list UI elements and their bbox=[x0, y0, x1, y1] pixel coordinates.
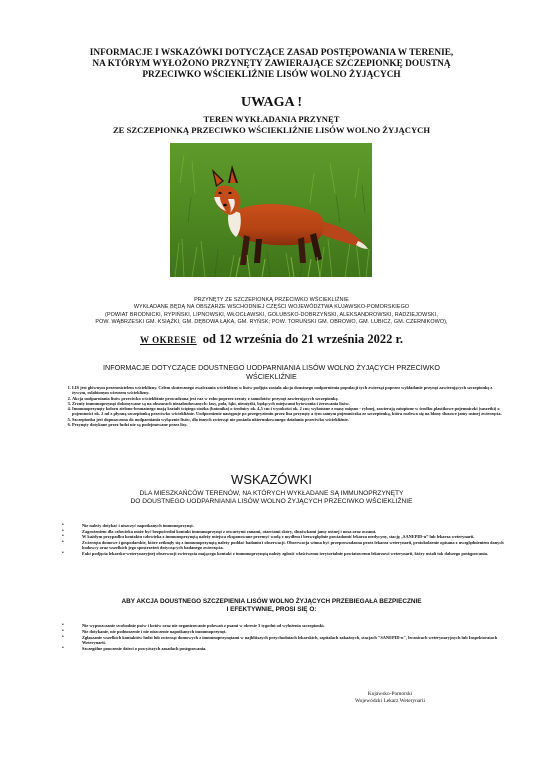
guidance-item: • Zwierzęta domowe i gospodarskie, które zetknęły się z immunoprzynętą należy poddać badaniu i obserwacji. Obserwacja winna być przeprowadzona przez lekarza weterynarii, protokolarnie opisana z uwzględnieniem danych hodowcy oraz wszelkich jego spostrzeżeń dotyczących badanego zwierzęcia. bbox=[82, 540, 512, 550]
info-item: 3. Zrzuty immunoprzynęt dokonywane są na obszarach niezabudowanych: lasy, pola, łąki, nieużytki, będących miejscami bytowania i żerowania lisów. bbox=[72, 401, 502, 406]
request-item: • Zgłaszanie wszelkich kontaktów ludzi lub zwierząt domowych z immunoprzynętami w najbliższych przychodniach lekarskich, szpitalach zakaźnych, stacjach "SANEPID-u", lecznicach weterynaryjnych lub Inspektoratach Weterynarii. bbox=[82, 635, 512, 646]
area-note-line: WYKŁADANE BĘDĄ NA OBSZARZE WSCHODNIEJ CZĘŚCI WOJEWÓDZTWA KUJAWSKO-POMORSKIEGO bbox=[133, 304, 410, 311]
guidance-subheading bbox=[60, 490, 483, 506]
period-prefix: W OKRESIE bbox=[140, 335, 197, 345]
info-item: 1. LIS jest głównym przenosicielem wścieklizny. Celem skutecznego zwalczania wścieklizny u lisów podjęta została akcja doustnego uodpornienia populacji tych zwierząt poprzez wykładanie przynęt zawierających szczepionkę z żywym, osłabionym wirusem wścieklizny. bbox=[72, 385, 502, 396]
bait-area-description bbox=[50, 297, 493, 327]
requests-heading-line: ABY AKCJA DOUSTNEGO SZCZEPIENIA LISÓW WOLNO ŻYJĄCYCH PRZEBIEGAŁA BEZPIECZNIE bbox=[121, 598, 422, 605]
requests-list bbox=[60, 623, 512, 652]
period-dates: od 12 września do 21 września 2022 r. bbox=[202, 332, 403, 346]
info-item: 6. Przynęty dotykane przez ludzi nie są podejmowane przez lisy. bbox=[72, 422, 502, 427]
document-header bbox=[40, 48, 503, 81]
guidance-item: • Nie należy dotykać i niszczyć napotkanych immunoprzynęt. bbox=[82, 523, 512, 528]
requests-heading bbox=[70, 598, 473, 614]
bait-area-heading bbox=[40, 114, 503, 135]
area-note-line: PRZYNĘTY ZE SZCZEPIONKĄ PRZECIWKO WŚCIEKLIŹNIE bbox=[194, 297, 349, 303]
guidance-list bbox=[60, 523, 512, 556]
warning-heading: UWAGA ! bbox=[240, 95, 303, 110]
info-section-title: INFORMACJE DOTYCZĄCE DOUSTNEGO UODPARNIANIA LISÓW WOLNO ŻYJĄCYCH PRZECIWKO WŚCIEKLIŹNIE bbox=[103, 363, 440, 381]
fox-photo bbox=[170, 143, 372, 277]
info-item: 5. Szczepionka jest dopuszczona do uodparniania wyłącznie lisów, dla innych zwierząt nie posiada ukierunkowanego działania przeciwko wściekliźnie. bbox=[72, 417, 502, 422]
guidance-sub-line: DLA MIESZKAŃCÓW TERENÓW, NA KTÓRYCH WYKŁADANE SĄ IMMUNOPRZYNĘTY bbox=[139, 490, 404, 497]
signature-line: Wojewódzki Lekarz Weterynarii bbox=[355, 698, 425, 704]
request-item: • Nie dotykanie, nie podnoszenie i nie niszczenie napotkanych immunoprzynęt. bbox=[82, 629, 512, 634]
header-line: PRZECIWKO WŚCIEKLIŹNIE LISÓW WOLNO ŻYJĄCYCH bbox=[142, 70, 401, 80]
guidance-sub-line: DO DOUSTNEGO UODPARNIANIA LISÓW WOLNO ŻYJĄCYCH PRZECIWKO WŚCIEKLIŹNIE bbox=[130, 498, 413, 506]
bait-area-line: TEREN WYKŁADANIA PRZYNĘT bbox=[203, 114, 340, 124]
guidance-item: • W każdym przypadku kontaktu człowieka z immunoprzynętą należy miejsca eksponowane przemyć wodą z mydłem i bezwzględnie powiadomić lekarza medycyny, stację „SANEPID-u” lub lekarza weterynarii. bbox=[82, 534, 512, 539]
bait-area-line: ZE SZCZEPIONKĄ PRZECIWKO WŚCIEKLIŹNIE LISÓW WOLNO ŻYJĄCYCH bbox=[112, 124, 431, 135]
info-item: 2. Akcja uodparniania lisów przeciwko wściekliźnie prowadzona jest raz w roku poprzez zrzuty z samolotów przynęt zawierających szczepionkę. bbox=[72, 396, 502, 401]
info-item: 4. Immunoprzynęty koloru zielono-brunatnego mają kształt ściętego stożka (batonika) o średnicy ok. 4,5 cm i wysokości ok. 2 cm; wykonane z masy mięsno - rybnej, zawierają zatopione w środku plastikowe pojemniczki (saszetki) o pojemności ok. 2 ml z płynną szczepionką przeciwko wściekliźnie. Uodpornienie następuje po przegryzieniu przez lisa przynęty a tym samym pojemniczka ze szczepionką, która rozlewa się na błony śluzowe jamy ustnej zwierzęcia. bbox=[72, 406, 502, 417]
guidance-item: • Fakt podjęcia lekarsko-weterynaryjnej obserwacji zwierzęcia mającego kontakt z immunoprzynętą należy zgłosić właściwemu terytorialnie powiatowemu lekarzowi weterynarii, który ustali tok dalszego postępowania. bbox=[82, 551, 512, 556]
info-list bbox=[58, 385, 502, 427]
header-line: INFORMACJE I WSKAZÓWKI DOTYCZĄCE ZASAD POSTĘPOWANIA W TERENIE, bbox=[89, 48, 454, 58]
campaign-period bbox=[0, 332, 543, 347]
requests-heading-line: I EFEKTYWNIE, PROSI SIĘ O: bbox=[226, 606, 317, 613]
guidance-heading: WSKAZÓWKI bbox=[231, 472, 312, 487]
header-line: NA KTÓRYM WYŁOŻONO PRZYNĘTY ZAWIERAJĄCE SZCZEPIONKĘ DOUSTNĄ bbox=[92, 59, 451, 69]
request-item: • Szczególne pouczenie dzieci o powyższych zasadach postępowania. bbox=[82, 646, 512, 651]
guidance-item: • Zagrożeniem dla człowieka może być bezpośredni kontakt immunoprzynęt z otwartymi ranami, otarciami skóry, śluzówkami jamy ustnej i nosa oraz oczami. bbox=[82, 529, 512, 534]
signature-block bbox=[330, 691, 450, 705]
area-note-line: (POWIAT BRODNICKI, RYPIŃSKI, LIPNOWSKI, WŁOCŁAWSKI, GOLUBSKO-DOBRZYŃSKI, ALEKSANDROWSKI, RADZIEJOWSKI, bbox=[105, 311, 438, 318]
request-item: • Nie wypuszczanie swobodnie psów i kotów oraz nie organizowanie polowań z psami w okresie 3 tygodni od wyłożenia szczepionki. bbox=[82, 623, 512, 628]
signature-line: Kujawsko-Pomorski bbox=[367, 691, 413, 697]
area-note-line: POW. WĄBRZESKI GM. KSIĄŻKI, GM. DĘBOWA ŁĄKA, GM. RYŃSK; POW. TORUŃSKI GM. OBROWO, GM. LUBICZ, GM. CZERNIKOWO), bbox=[95, 319, 448, 326]
fox-photo-svg bbox=[170, 143, 372, 277]
